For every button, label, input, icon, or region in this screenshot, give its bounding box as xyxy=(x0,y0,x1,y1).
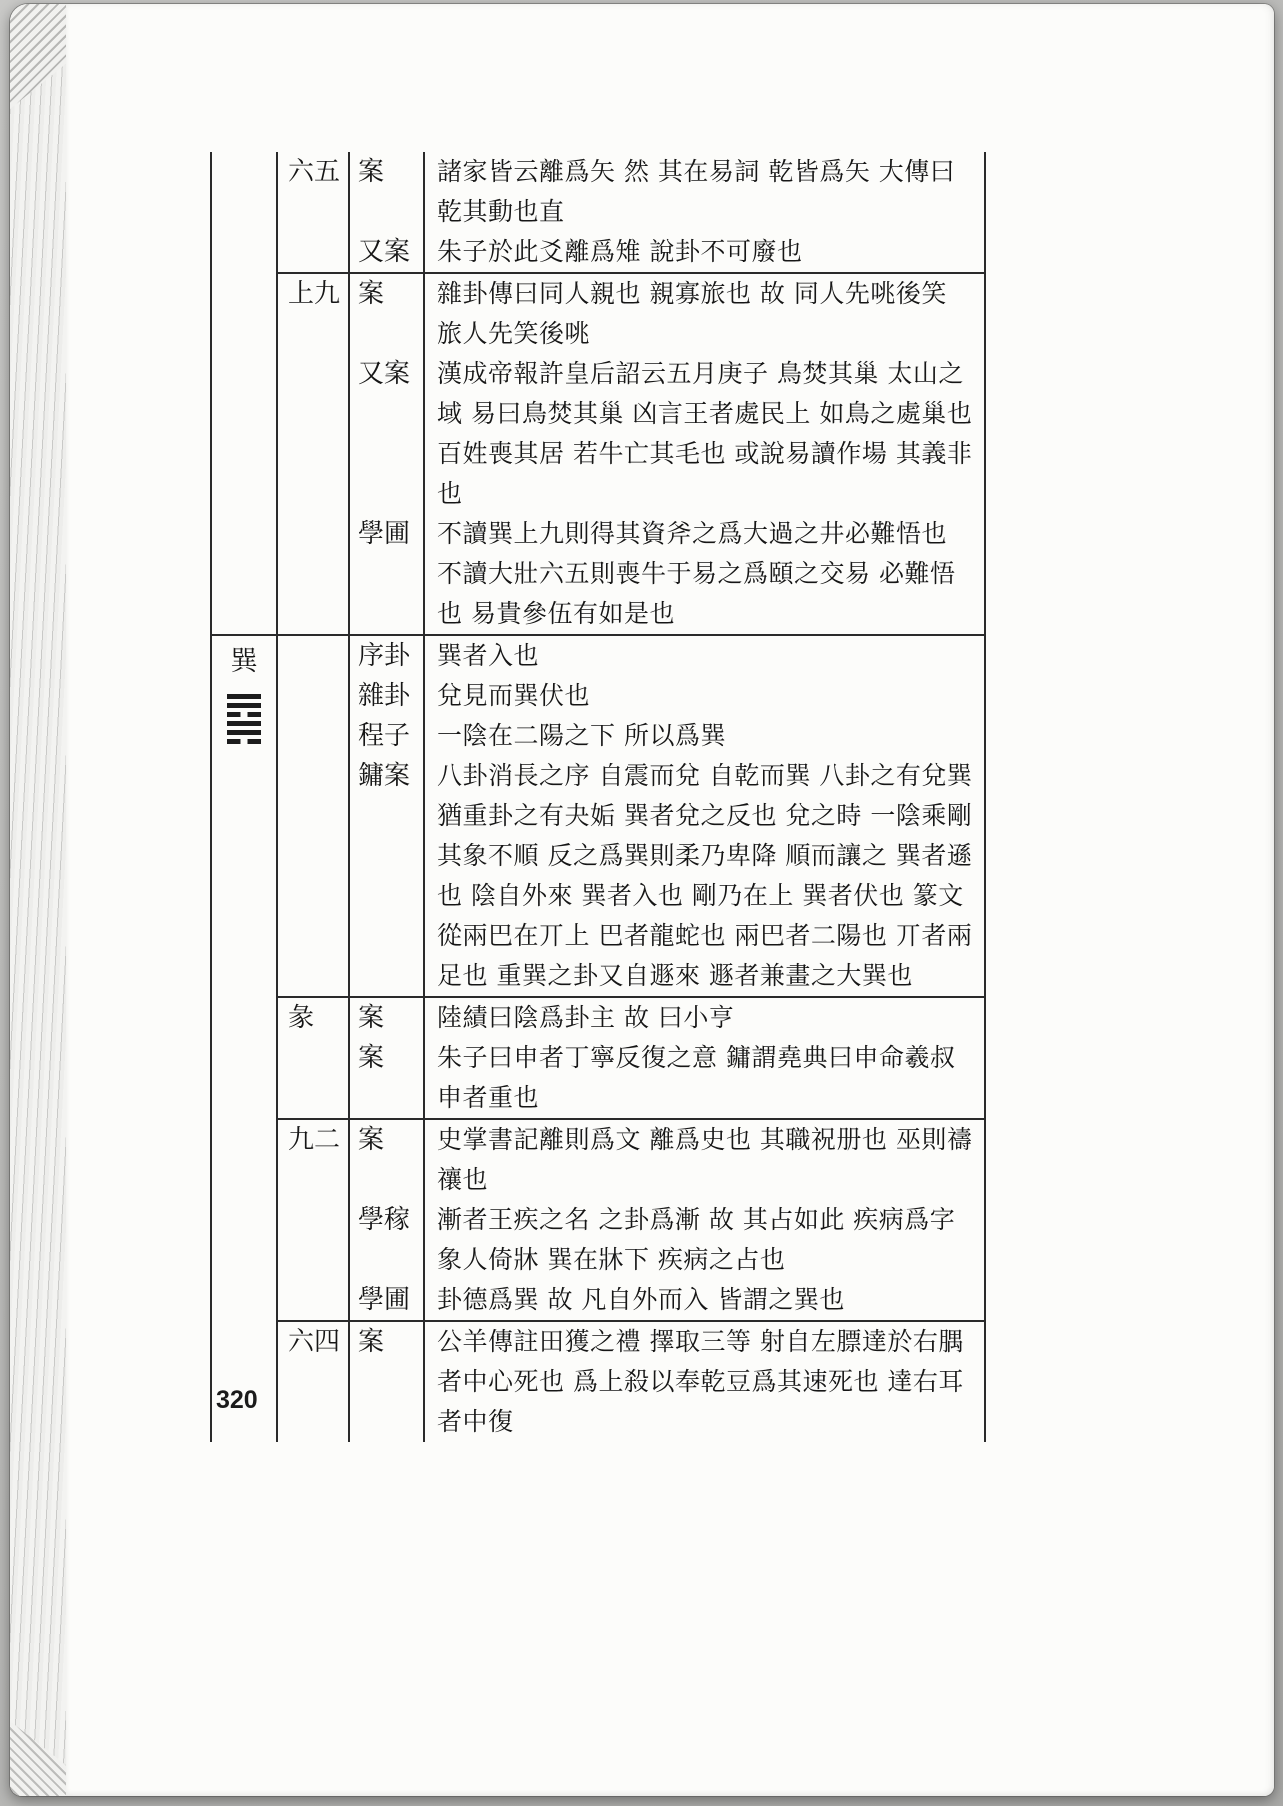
commentary-table xyxy=(210,152,986,1442)
commentator-label: 學稼 xyxy=(358,1205,411,1235)
commentary-entry xyxy=(350,636,984,676)
commentary-entry xyxy=(350,274,984,354)
commentator-label: 程子 xyxy=(358,721,411,751)
commentary-text: 公羊傳註田獲之禮 擇取三等 射自左膘達於右腢者中心死也 爲上殺以奉乾豆爲其速死也 達右耳者中復 xyxy=(437,1327,964,1436)
commentary-entry xyxy=(350,1200,984,1280)
commentary-entry xyxy=(350,152,984,232)
commentator-label: 又案 xyxy=(358,359,411,389)
commentary-entry xyxy=(350,998,984,1038)
commentary-text: 雜卦傳曰同人親也 親寡旅也 故 同人先咷後笑 旅人先笑後咷 xyxy=(437,279,947,348)
section-top-nine xyxy=(278,272,984,634)
line-position xyxy=(278,998,350,1118)
section-tuan xyxy=(278,996,984,1118)
commentator-label: 案 xyxy=(358,279,385,309)
line-position xyxy=(278,636,350,996)
section-six-four xyxy=(278,1320,984,1442)
commentary-text: 不讀巽上九則得其資斧之爲大過之井必難悟也 不讀大壯六五則喪牛于易之爲頤之交易 必難悟也 易貴參伍有如是也 xyxy=(437,519,956,628)
entries xyxy=(350,152,984,272)
entries xyxy=(350,274,984,634)
commentary-text: 漸者王疾之名 之卦爲漸 故 其占如此 疾病爲字 象人倚牀 巽在牀下 疾病之占也 xyxy=(437,1205,956,1274)
line-position-label: 上九 xyxy=(288,279,341,309)
page-number: 320 xyxy=(216,1386,258,1414)
commentary-text: 一陰在二陽之下 所以爲巽 xyxy=(437,721,726,750)
line-position-label: 九二 xyxy=(288,1125,341,1155)
commentary-text: 巽者入也 xyxy=(437,641,540,670)
commentator-label: 序卦 xyxy=(358,641,411,671)
commentary-entry xyxy=(350,1038,984,1118)
commentator-label: 學圃 xyxy=(358,519,411,549)
line-position xyxy=(278,1322,350,1442)
line-position xyxy=(278,152,350,272)
section-xun-intro xyxy=(278,636,984,996)
line-position-label: 六四 xyxy=(288,1327,341,1357)
hexagram-block-previous xyxy=(212,152,984,634)
commentary-text: 朱子曰申者丁寧反復之意 鏞謂堯典曰申命羲叔 申者重也 xyxy=(437,1043,956,1112)
commentary-entry xyxy=(350,514,984,634)
commentator-label: 學圃 xyxy=(358,1285,411,1315)
commentator-label: 又案 xyxy=(358,237,411,267)
commentary-text: 八卦消長之序 自震而兌 自乾而巽 八卦之有兌巽 猶重卦之有夬姤 巽者兌之反也 兌之時 一陰乘剛 其象不順 反之爲巽則柔乃卑降 順而讓之 巽者遜也 陰自外來 巽者入也 剛乃在上 巽者伏也 篆文從兩巴在丌上 巴者龍蛇也 兩巴者二陽也 丌者兩足也 重巽之卦又自遯來 遯者兼畫之大巽也 xyxy=(437,761,973,990)
hexagram-name: 巽 xyxy=(230,646,258,677)
commentary-entry xyxy=(350,676,984,716)
entries xyxy=(350,636,984,996)
commentator-label: 案 xyxy=(358,1327,385,1357)
hexagram-block-xun xyxy=(212,634,984,1442)
section-nine-two xyxy=(278,1118,984,1320)
commentary-entry xyxy=(350,354,984,514)
commentator-label: 案 xyxy=(358,1043,385,1073)
commentary-entry xyxy=(350,1120,984,1200)
commentary-entry xyxy=(350,1280,984,1320)
commentator-label: 案 xyxy=(358,1003,385,1033)
xun-hexagram-icon xyxy=(227,694,261,744)
commentary-text: 兌見而巽伏也 xyxy=(437,681,591,710)
hexagram-cell-xun xyxy=(212,636,278,1442)
entries xyxy=(350,1120,984,1320)
commentary-entry xyxy=(350,232,984,272)
commentator-label: 案 xyxy=(358,157,385,187)
commentary-text: 諸家皆云離爲矢 然 其在易詞 乾皆爲矢 大傳曰乾其動也直 xyxy=(437,157,956,226)
book-scan xyxy=(10,4,1274,1796)
commentary-entry xyxy=(350,1322,984,1442)
commentary-entry xyxy=(350,716,984,756)
commentator-label: 雜卦 xyxy=(358,681,411,711)
section-six-five xyxy=(278,152,984,272)
sections xyxy=(278,636,984,1442)
commentary-entry xyxy=(350,756,984,996)
line-position xyxy=(278,1120,350,1320)
commentary-text: 朱子於此爻離爲雉 說卦不可廢也 xyxy=(437,237,803,266)
line-position xyxy=(278,274,350,634)
commentator-label: 案 xyxy=(358,1125,385,1155)
sections xyxy=(278,152,984,634)
commentator-label: 鏞案 xyxy=(358,761,411,791)
line-position-label: 六五 xyxy=(288,157,341,187)
entries xyxy=(350,1322,984,1442)
commentary-text: 漢成帝報許皇后詔云五月庚子 鳥焚其巢 太山之域 易曰鳥焚其巢 凶言王者處民上 如鳥之處巢也 百姓喪其居 若牛亡其毛也 或說易讀作場 其義非也 xyxy=(437,359,973,508)
line-position-label: 彖 xyxy=(288,1003,315,1033)
page-stack-edge xyxy=(10,4,66,1796)
commentary-text: 陸績曰陰爲卦主 故 曰小亨 xyxy=(437,1003,735,1032)
commentary-text: 史掌書記離則爲文 離爲史也 其職祝册也 巫則禱禳也 xyxy=(437,1125,973,1194)
page xyxy=(66,4,1274,1796)
commentary-text: 卦德爲巽 故 凡自外而入 皆謂之巽也 xyxy=(437,1285,845,1314)
hexagram-cell-empty xyxy=(212,152,278,634)
entries xyxy=(350,998,984,1118)
